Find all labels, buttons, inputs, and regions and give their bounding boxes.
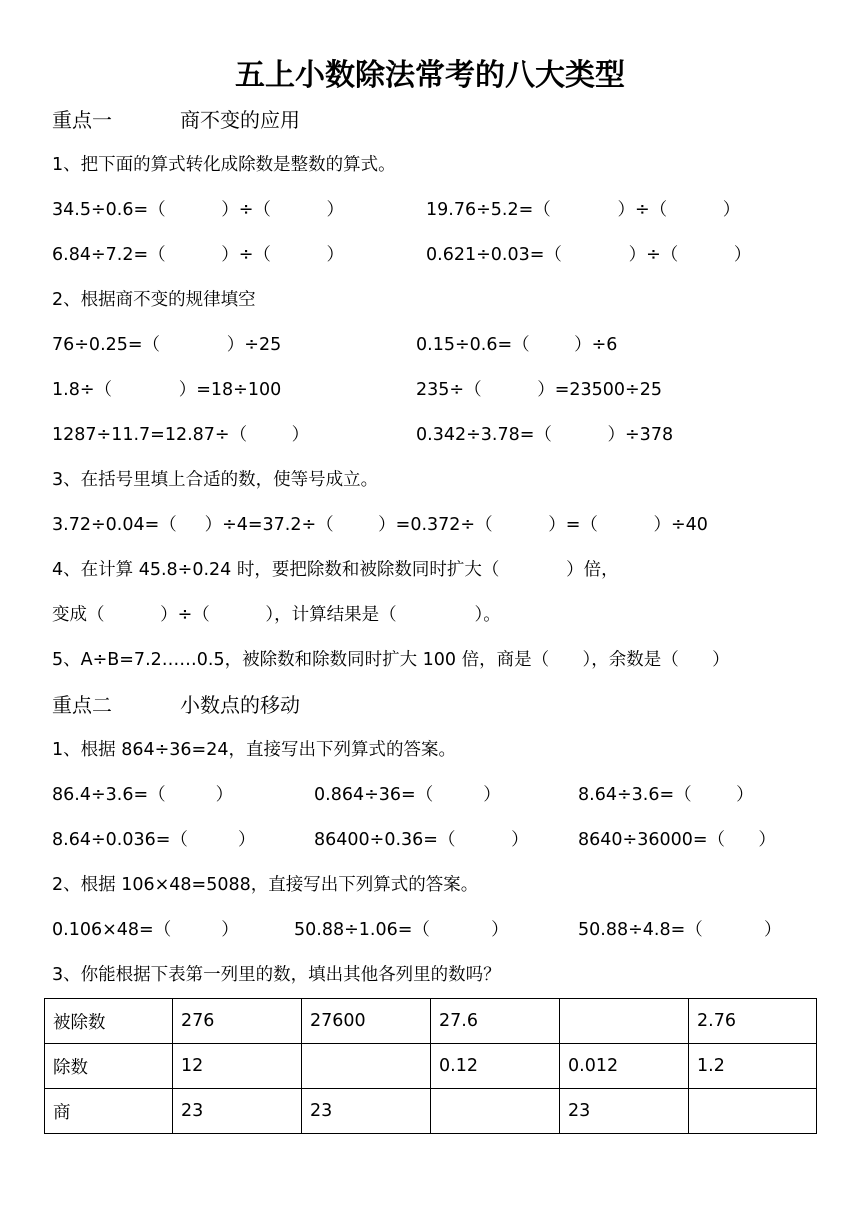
s1-q3-row1: 3.72÷0.04=（ ）÷4=37.2÷（ ）=0.372÷（ ）=（ ）÷40	[52, 515, 708, 535]
section1-heading-label: 重点一	[52, 108, 112, 132]
table-cell: 0.12	[431, 1044, 560, 1089]
table-cell: 1.2	[689, 1044, 817, 1089]
table-row	[45, 1044, 817, 1089]
s1-q2-row2-left: 1.8÷（ ）=18÷100	[52, 380, 282, 400]
table-cell[interactable]	[689, 1089, 817, 1134]
s2-q3-prompt: 3、你能根据下表第一列里的数，填出其他各列里的数吗？	[52, 965, 501, 985]
s2-q2-row1-a: 0.106×48=（ ）	[52, 920, 239, 940]
s1-q2-row3-right: 0.342÷3.78=（ ）÷378	[416, 425, 674, 445]
s2-q1-prompt: 1、根据 864÷36=24，直接写出下列算式的答案。	[52, 740, 456, 760]
section2-heading-label: 重点二	[52, 693, 112, 717]
s1-q2-row3-left: 1287÷11.7=12.87÷（ ）	[52, 425, 310, 445]
table-cell[interactable]	[302, 1044, 431, 1089]
table-cell: 23	[173, 1089, 302, 1134]
table-row	[45, 1089, 817, 1134]
table-cell: 12	[173, 1044, 302, 1089]
table-cell[interactable]	[431, 1089, 560, 1134]
s2-q1-row1-a: 86.4÷3.6=（ ）	[52, 785, 234, 805]
table-cell: 0.012	[560, 1044, 689, 1089]
s2-q1-row2-c: 8640÷36000=（ ）	[578, 830, 776, 850]
s1-q5-line1: 5、A÷B=7.2……0.5，被除数和除数同时扩大 100 倍，商是（ ），余数是（ ）	[52, 650, 730, 670]
s1-q1-row1-left: 34.5÷0.6=（ ）÷（ ）	[52, 200, 345, 220]
table-cell: 除数	[45, 1044, 173, 1089]
table-row	[45, 999, 817, 1044]
s2-q1-row1-c: 8.64÷3.6=（ ）	[578, 785, 754, 805]
table-cell: 2.76	[689, 999, 817, 1044]
s1-q3-prompt: 3、在括号里填上合适的数，使等号成立。	[52, 470, 379, 490]
s1-q4-line2: 变成（ ）÷（ ），计算结果是（ ）。	[52, 605, 501, 625]
s1-q2-row1-left: 76÷0.25=（ ）÷25	[52, 335, 282, 355]
s2-q2-row1-b: 50.88÷1.06=（ ）	[294, 920, 509, 940]
s2-q2-row1-c: 50.88÷4.8=（ ）	[578, 920, 782, 940]
s2-q1-row2-a: 8.64÷0.036=（ ）	[52, 830, 256, 850]
s1-q4-line1: 4、在计算 45.8÷0.24 时，要把除数和被除数同时扩大（ ）倍，	[52, 560, 619, 580]
section1-heading-text: 商不变的应用	[180, 108, 300, 132]
s1-q2-row1-right: 0.15÷0.6=（ ）÷6	[416, 335, 618, 355]
s2-q2-prompt: 2、根据 106×48=5088，直接写出下列算式的答案。	[52, 875, 479, 895]
table-cell: 27.6	[431, 999, 560, 1044]
s1-q1-row1-right: 19.76÷5.2=（ ）÷（ ）	[426, 200, 741, 220]
table-cell: 27600	[302, 999, 431, 1044]
table-cell: 被除数	[45, 999, 173, 1044]
section2-heading-text: 小数点的移动	[180, 693, 300, 717]
table-cell[interactable]	[560, 999, 689, 1044]
s2-q1-row1-b: 0.864÷36=（ ）	[314, 785, 501, 805]
s1-q1-row2-right: 0.621÷0.03=（ ）÷（ ）	[426, 245, 752, 265]
s1-q1-prompt: 1、把下面的算式转化成除数是整数的算式。	[52, 155, 396, 175]
page-title: 五上小数除法常考的八大类型	[235, 58, 625, 93]
s1-q2-row2-right: 235÷（ ）=23500÷25	[416, 380, 662, 400]
quotient-table	[44, 998, 817, 1134]
table-cell: 23	[560, 1089, 689, 1134]
s2-q1-row2-b: 86400÷0.36=（ ）	[314, 830, 529, 850]
table-cell: 276	[173, 999, 302, 1044]
table-cell: 23	[302, 1089, 431, 1134]
table-cell: 商	[45, 1089, 173, 1134]
s1-q2-prompt: 2、根据商不变的规律填空	[52, 290, 256, 310]
s1-q1-row2-left: 6.84÷7.2=（ ）÷（ ）	[52, 245, 345, 265]
